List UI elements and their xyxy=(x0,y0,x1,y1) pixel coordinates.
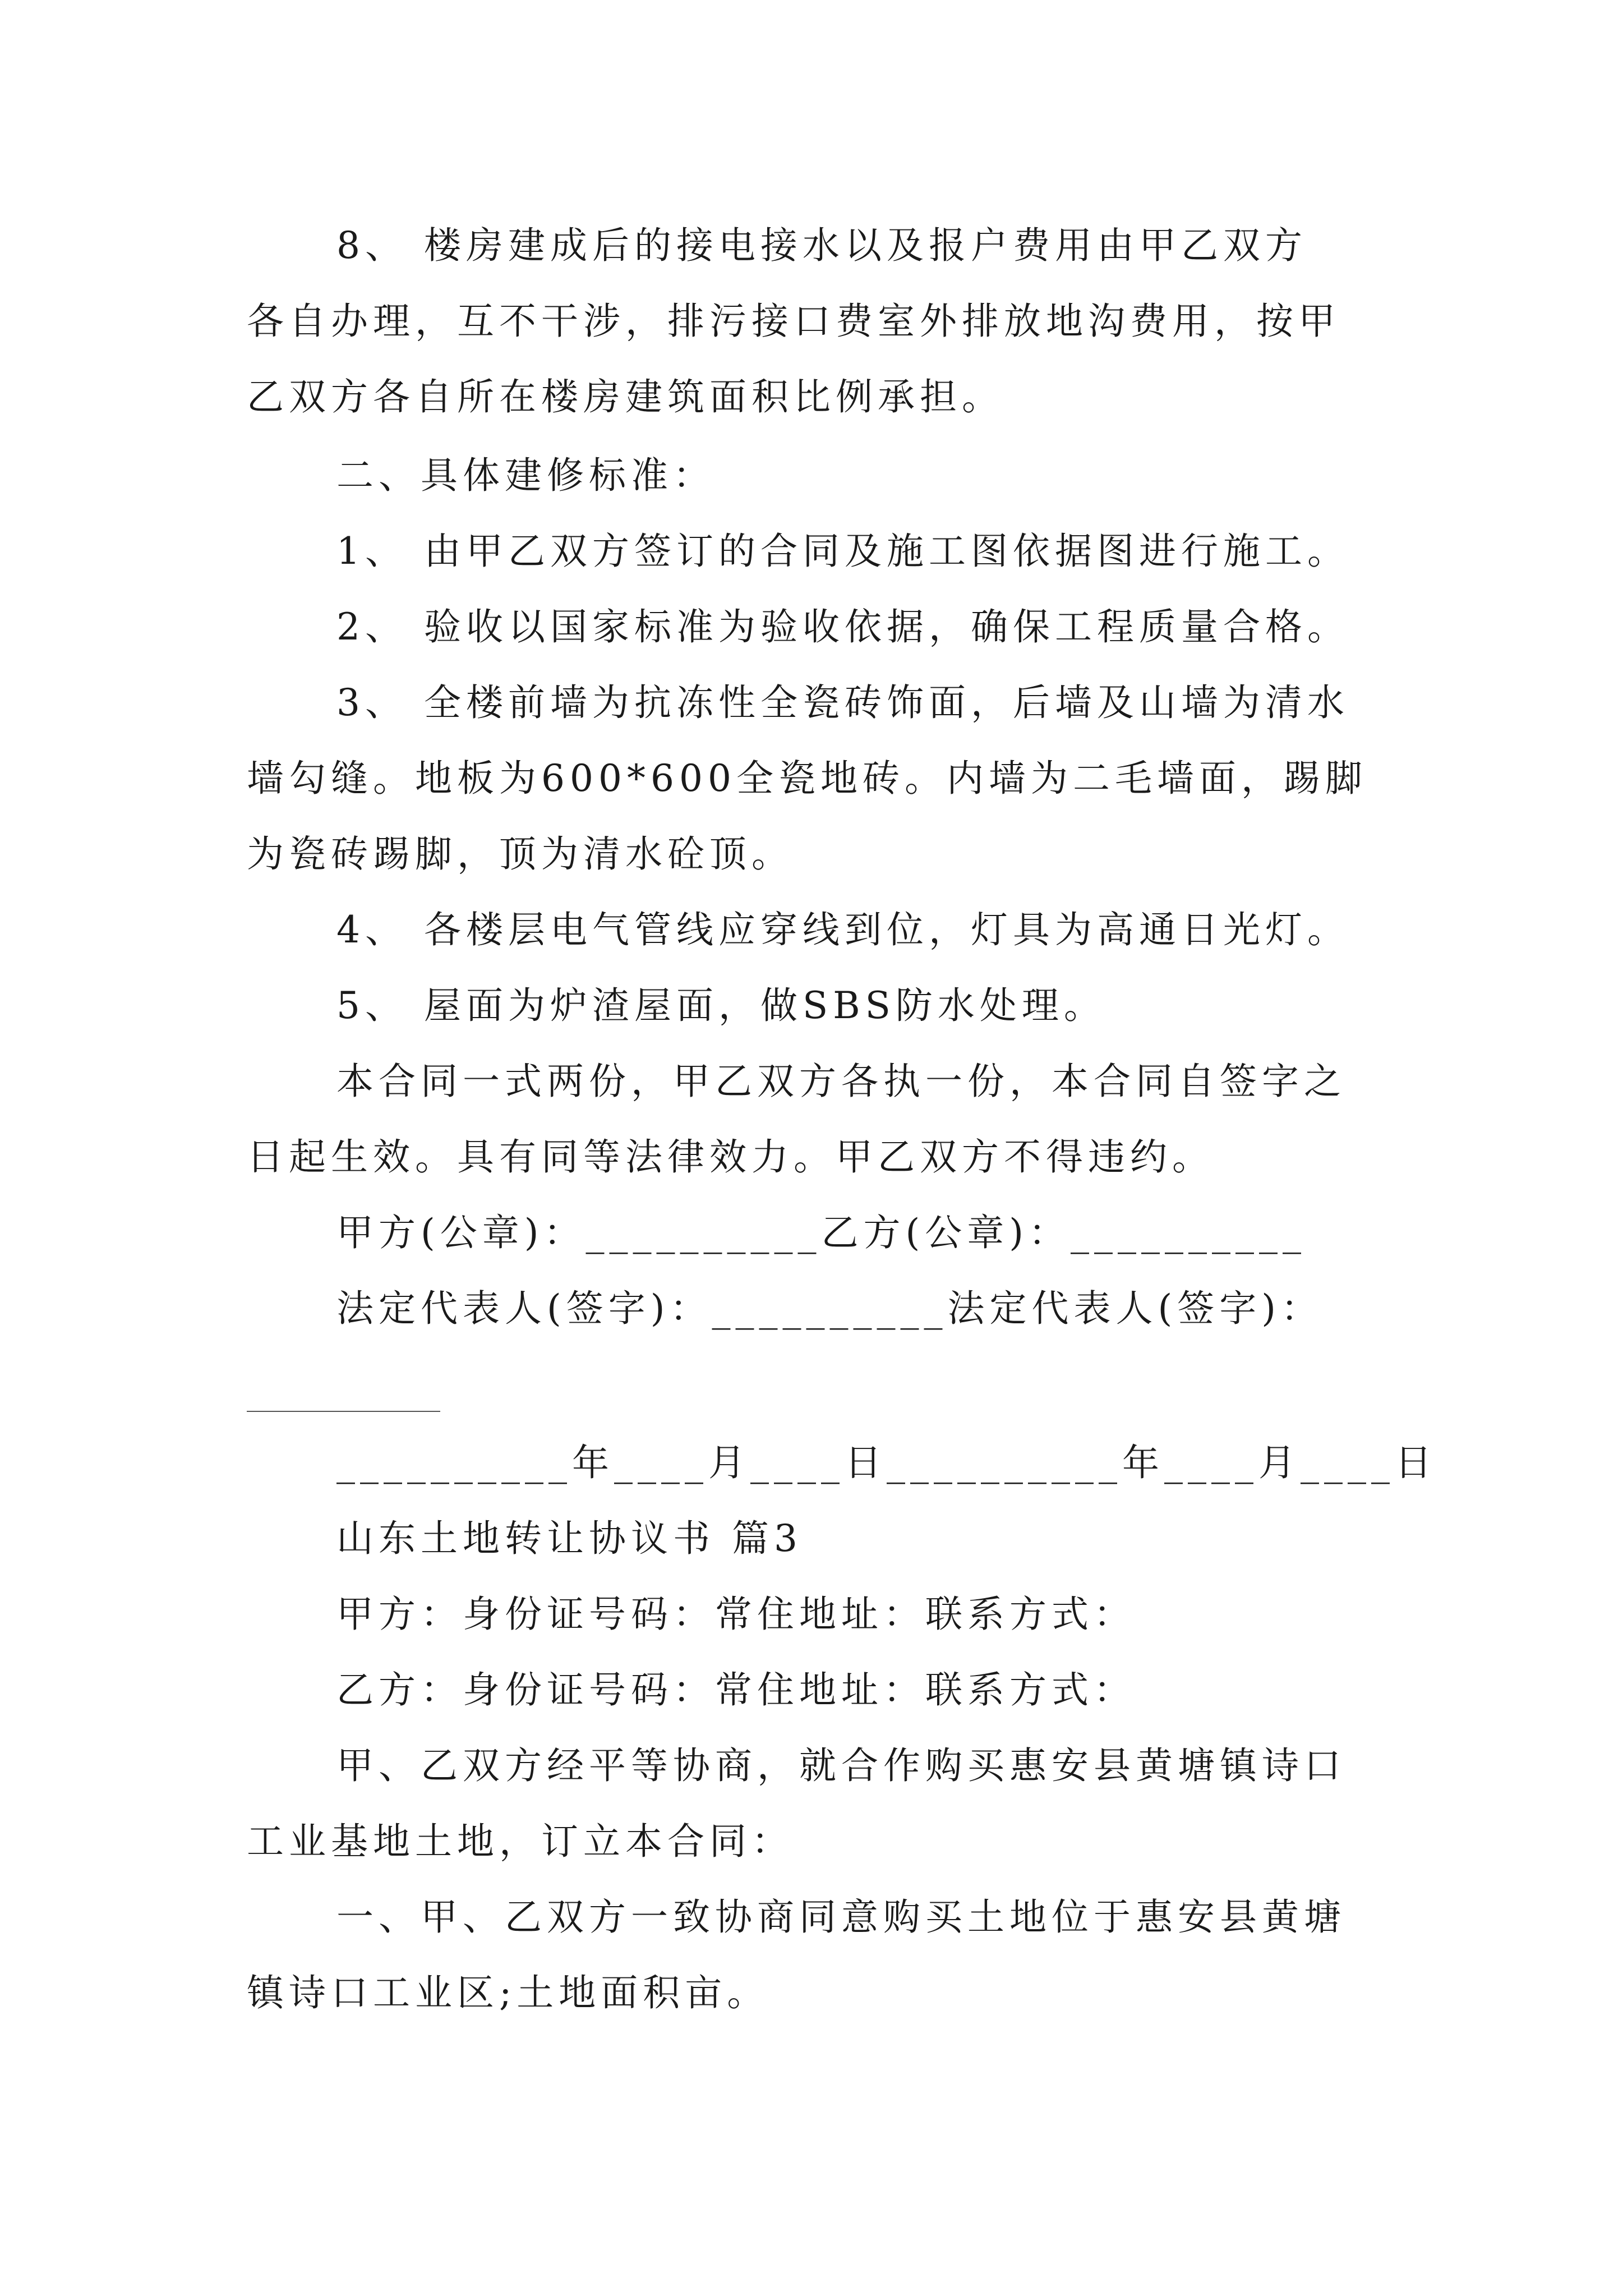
clause-one-line-1: 一、甲、乙双方一致协商同意购买土地位于惠安县黄塘 xyxy=(336,1895,1346,1939)
signature-blank xyxy=(247,1411,440,1412)
standard-item-3-line-3: 为瓷砖踢脚，顶为清水砼顶。 xyxy=(247,832,794,876)
preamble-line-2: 工业基地土地，订立本合同： xyxy=(247,1820,794,1863)
clause-one-line-2: 镇诗口工业区;土地面积亩。 xyxy=(247,1971,769,2014)
party-b-info: 乙方：身份证号码：常住地址：联系方式： xyxy=(336,1668,1136,1711)
standard-item-3-line-1: 3、 全楼前墙为抗冻性全瓷砖饰面，后墙及山墙为清水 xyxy=(336,681,1349,724)
party-seals-line: 甲方(公章)：__________乙方(公章)：__________ xyxy=(336,1211,1306,1254)
section-two-heading: 二、具体建修标准： xyxy=(336,454,715,497)
party-a-info: 甲方：身份证号码：常住地址：联系方式： xyxy=(336,1593,1136,1636)
contract-copies-line-1: 本合同一式两份，甲乙双方各执一份，本合同自签字之 xyxy=(336,1060,1346,1103)
standard-item-3-line-2: 墙勾缝。地板为600*600全瓷地砖。内墙为二毛墙面，踢脚 xyxy=(247,757,1367,800)
clause-8-line-3: 乙双方各自所在楼房建筑面积比例承担。 xyxy=(247,375,1004,418)
agreement-3-title: 山东土地转让协议书 篇3 xyxy=(336,1517,803,1560)
preamble-line-1: 甲、乙双方经平等协商，就合作购买惠安县黄塘镇诗口 xyxy=(336,1744,1346,1787)
standard-item-4: 4、 各楼层电气管线应穿线到位，灯具为高通日光灯。 xyxy=(336,908,1349,951)
standard-item-5: 5、 屋面为炉渣屋面，做SBS防水处理。 xyxy=(336,984,1106,1027)
legal-representatives-line: 法定代表人(签字)：__________法定代表人(签字)： xyxy=(336,1287,1323,1330)
clause-8-line-2: 各自办理，互不干涉，排污接口费室外排放地沟费用，按甲 xyxy=(247,300,1340,343)
standard-item-2: 2、 验收以国家标准为验收依据，确保工程质量合格。 xyxy=(336,605,1349,648)
contract-copies-line-2: 日起生效。具有同等法律效力。甲乙双方不得违约。 xyxy=(247,1135,1214,1179)
standard-item-1: 1、 由甲乙双方签订的合同及施工图依据图进行施工。 xyxy=(336,530,1349,573)
date-blanks-line: __________年____月____日__________年____月____日 xyxy=(336,1441,1437,1484)
clause-8-line-1: 8、 楼房建成后的接电接水以及报户费用由甲乙双方 xyxy=(336,224,1307,267)
